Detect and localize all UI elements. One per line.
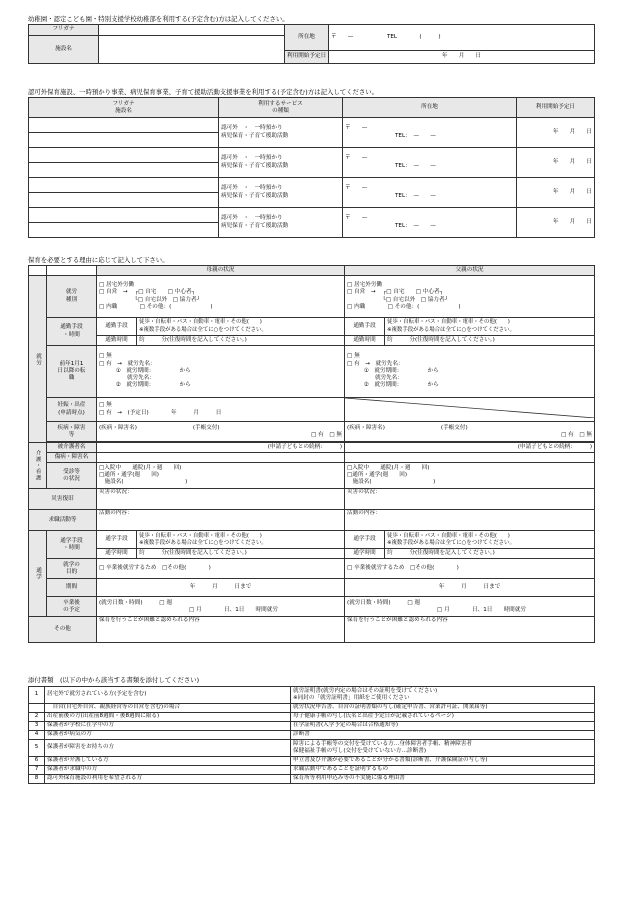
service-type[interactable] [219, 208, 343, 238]
start-date-label: 利用開始予定日 [285, 51, 329, 64]
attachment-condition: 保護者が障害をお持ちの方 [45, 740, 291, 757]
postal-text: 〒 — [345, 155, 368, 162]
father-work-type[interactable] [345, 276, 595, 318]
work-home: □ 内職 □ その他：( ) [347, 303, 461, 310]
attachment-document: 障害による手帳等の交付を受けている方…身体障害者手帳、精神障害者 保健福祉手帳の写し(交付を受けていない方…診断書) [291, 740, 595, 757]
section3-caption: 保育を必要とする理由に応じて記入して下さい。 [28, 256, 169, 264]
mother-commute-means[interactable] [137, 318, 345, 336]
disaster-label: 災害復旧 [29, 489, 97, 510]
facility-label: 施設名 [29, 36, 99, 64]
employment-section-label: 就労 [29, 276, 47, 443]
ill-name: (疾病・障害名) (手帳交付) [99, 424, 220, 431]
unlicensed-facility-table [28, 97, 595, 238]
prev-period-1: ① 就労期間： から [347, 367, 439, 374]
father-disaster[interactable]: 災害の状況： [345, 489, 595, 510]
mother-school-time-label: 通学時間 [97, 549, 137, 559]
mother-care-status[interactable] [97, 463, 345, 489]
address-input[interactable] [329, 25, 595, 51]
after-month: □ 月 日、1日 時間就労 [189, 606, 278, 613]
attachment-row [29, 704, 595, 713]
attachments-table [28, 686, 595, 784]
means-note: ※複数手段がある場合は全てに○をつけてください。 [387, 539, 515, 546]
prev-period-2: ② 就労期間： から [347, 382, 439, 389]
service-line-2: 病児保育・子育て援助活動 [221, 222, 289, 229]
care-facility: □通所・通学(週 回) [347, 472, 408, 479]
means-text: 徒歩・自転車・バス・自動車・電車・その他( ) [139, 532, 262, 539]
father-pregnancy-na [345, 398, 595, 422]
after-graduation-label: 卒業後 の予定 [47, 597, 97, 617]
pregnancy-label: 妊娠・出産 (申請時点) [47, 398, 97, 422]
mother-school-means-label: 通学手段 [97, 531, 137, 549]
preg-yes: □ 有 → (予定日) 年 月 日 [99, 409, 222, 416]
facility-name-input[interactable] [29, 163, 219, 178]
facility-address-input[interactable] [343, 178, 517, 208]
facility-row [29, 148, 595, 163]
attachment-number: 5 [29, 740, 45, 757]
kindergarten-table [28, 24, 595, 64]
service-line-1: 認可外 ・ 一時預かり [221, 215, 283, 222]
corner-cell [29, 266, 47, 276]
means-text: 徒歩・自転車・バス・自動車・電車・その他( ) [387, 319, 510, 326]
illness-label: 疾病・障害 等 [47, 422, 97, 442]
mother-care-person[interactable]: (申請子どもとの続柄： ) [97, 443, 345, 453]
work-type-label: 就労 種別 [47, 276, 97, 318]
postal-text: 〒 — [345, 125, 368, 132]
father-illness[interactable] [345, 422, 595, 442]
postal-text: 〒 — [345, 185, 368, 192]
tel-text: TEL ( ) [386, 33, 441, 40]
attachment-condition: 保護者が学校に在学中の方 [45, 722, 291, 731]
care-illness-label: 傷病・障害名 [47, 453, 97, 463]
furigana-input[interactable] [99, 25, 285, 36]
father-school-time[interactable]: 約 分(往復時間を記入してください。) [385, 549, 595, 559]
school-period-label: 期間 [47, 579, 97, 597]
attachment-document: 申立書及び介護が必要であることが分かる書類(診断書、介護保険証の写し等) [291, 757, 595, 766]
attachment-number: 1 [29, 687, 45, 704]
header-name: フリガナ 施設名 [29, 98, 219, 118]
school-purpose-label: 就学の 目的 [47, 559, 97, 579]
header-start-date: 利用開始予定日 [517, 98, 595, 118]
service-line-2: 病児保育・子育て援助活動 [221, 132, 289, 139]
care-hospital: □入院中 通院(月・週 回) [99, 464, 182, 471]
section1-caption: 幼稚園・認定こども園・特別支援学校幼稚部を利用する(予定含む)方は記入してください。 [28, 15, 289, 23]
facility-name-input[interactable] [29, 223, 219, 238]
school-commute-label: 通学手段 ・時間 [47, 531, 97, 559]
tel-text: TEL： — — [395, 222, 436, 229]
attachment-condition: 認可外保育施設の利用を希望される方 [45, 775, 291, 784]
facility-address-input[interactable] [343, 148, 517, 178]
means-note: ※複数手段がある場合は全てに○をつけてください。 [139, 539, 267, 546]
service-line-2: 病児保育・子育て援助活動 [221, 192, 289, 199]
attachment-number: 3 [29, 722, 45, 731]
attachment-number: 2 [29, 713, 45, 722]
care-status-label: 受診等 の状況 [47, 463, 97, 489]
mother-header: 母親の状況 [97, 266, 345, 276]
section4-caption: 添付書類 (以下の中から該当する書類を添付してください) [28, 676, 200, 684]
prev-employer-2: 就労先名： [347, 375, 403, 382]
facility-furigana-input[interactable] [29, 208, 219, 223]
attachment-number: 8 [29, 775, 45, 784]
means-note: ※複数手段がある場合は全てに○をつけてください。 [139, 326, 267, 333]
furigana-label: フリガナ [29, 25, 99, 36]
work-self-2: └□ 自宅以外 □ 協力者┘ [347, 296, 448, 303]
facility-name-input[interactable] [29, 193, 219, 208]
work-outside: □ 居宅外労働 [99, 282, 135, 289]
attachment-row [29, 713, 595, 722]
father-school-means-label: 通学手段 [345, 531, 385, 549]
father-job-search[interactable]: 活動の内容： [345, 510, 595, 531]
attachment-condition: 保護者が求職中の方 [45, 766, 291, 775]
father-school-time-label: 通学時間 [345, 549, 385, 559]
attachment-row [29, 731, 595, 740]
other-label: その他 [29, 617, 97, 643]
childcare-reason-table [28, 265, 595, 643]
mother-work-type[interactable] [97, 276, 345, 318]
prev-yes: □ 有 → 就労先名： [347, 360, 404, 367]
facility-start-date[interactable]: 年 月 日 [517, 148, 595, 178]
facility-address-input[interactable] [343, 208, 517, 238]
father-commute-time[interactable]: 約 分(往復時間を記入してください。) [385, 336, 595, 346]
attachment-row [29, 757, 595, 766]
prev-none: □ 無 [99, 353, 112, 360]
means-text: 徒歩・自転車・バス・自動車・電車・その他( ) [387, 532, 510, 539]
attachment-condition: 保護者が介護している方 [45, 757, 291, 766]
work-self-2: └□ 自宅以外 □ 協力者┘ [99, 296, 200, 303]
ill-card: □ 有 □ 無 [561, 431, 593, 438]
mother-disaster[interactable]: 災害の状況： [97, 489, 345, 510]
header-service: 利用するサービス の種類 [219, 98, 343, 118]
postal-text: 〒 — [331, 33, 354, 40]
work-self: □ 自営 → ┌□ 自宅 □ 中心者┐ [347, 289, 443, 296]
father-commute-time-label: 通勤時間 [345, 336, 385, 346]
prev-period-1: ① 就労期間： から [99, 367, 191, 374]
mother-other[interactable]: 保育を行うことが困難と認められる内容 [97, 617, 345, 643]
attachment-number: 7 [29, 766, 45, 775]
prev-yes: □ 有 → 就労先名： [99, 360, 156, 367]
mother-commute-time-label: 通勤時間 [97, 336, 137, 346]
father-school-period[interactable]: 年 月 日まで [345, 579, 595, 597]
father-care-person[interactable]: (申請子どもとの続柄： ) [345, 443, 595, 453]
service-type[interactable] [219, 178, 343, 208]
tel-text: TEL： — — [395, 132, 436, 139]
mother-care-illness[interactable] [97, 453, 345, 463]
facility-row [29, 178, 595, 193]
attachment-document: 就労証明書(就労内定の場合はその証明を受けてください) ※同封の「就労証明書」用紙をご使用ください [291, 687, 595, 704]
work-home: □ 内職 □ その他：( ) [99, 303, 213, 310]
header-address: 所在地 [343, 98, 517, 118]
facility-row [29, 118, 595, 133]
start-date-input[interactable]: 年 月 日 [329, 51, 595, 64]
mother-illness[interactable] [97, 422, 345, 442]
attachment-row [29, 775, 595, 784]
means-text: 徒歩・自転車・バス・自動車・電車・その他( ) [139, 319, 262, 326]
after-week: (就労日数・時間) □ 週 [347, 599, 420, 606]
mother-school-purpose[interactable]: □ 卒業後就労するため □その他( ) [97, 559, 345, 579]
service-line-2: 病児保育・子育て援助活動 [221, 162, 289, 169]
facility-input[interactable] [99, 36, 285, 64]
prev-none: □ 無 [347, 353, 360, 360]
mother-pregnancy[interactable] [97, 398, 345, 422]
after-month: □ 月 日、1日 時間就労 [437, 606, 526, 613]
tel-text: TEL： — — [395, 192, 436, 199]
work-self: □ 自営 → ┌□ 自宅 □ 中心者┐ [99, 289, 195, 296]
father-school-purpose[interactable]: □ 卒業後就労するため □その他( ) [345, 559, 595, 579]
father-care-status[interactable] [345, 463, 595, 489]
mother-job-change[interactable] [97, 346, 345, 398]
attachment-document: 保育所等利用申込み等の不実施に係る理由書 [291, 775, 595, 784]
facility-name-input[interactable] [29, 133, 219, 148]
father-school-means[interactable] [385, 531, 595, 549]
corner-cell-2 [47, 266, 97, 276]
section2-caption: 認可外保育施設、一時預かり事業、病児保育事業、子育て援助活動支援事業を利用する(予定含む)方は記入してください。 [28, 88, 379, 96]
attachment-number: 4 [29, 731, 45, 740]
prev-period-2: ② 就労期間： から [99, 382, 191, 389]
father-other[interactable]: 保育を行うことが困難と認められる内容 [345, 617, 595, 643]
father-commute-means-label: 通勤手段 [345, 318, 385, 336]
father-commute-means[interactable] [385, 318, 595, 336]
ill-card: □ 有 □ 無 [311, 431, 343, 438]
commute-label: 通勤手段 ・時間 [47, 318, 97, 346]
after-week: (就労日数・時間) □ 週 [99, 599, 172, 606]
father-job-change[interactable] [345, 346, 595, 398]
attachment-number: 6 [29, 757, 45, 766]
attachment-condition: 出産前後の方(出産前8週間・後8週間に限る) [45, 713, 291, 722]
father-after-graduation[interactable] [345, 597, 595, 617]
service-type[interactable] [219, 118, 343, 148]
mother-commute-time[interactable]: 約 分(往復時間を記入してください。) [137, 336, 345, 346]
job-change-label: 前年1月1 日以降の転 職 [47, 346, 97, 398]
facility-furigana-input[interactable] [29, 148, 219, 163]
facility-furigana-input[interactable] [29, 178, 219, 193]
service-line-1: 認可外 ・ 一時預かり [221, 125, 283, 132]
school-section-label: 通学 [29, 531, 47, 617]
means-note: ※複数手段がある場合は全てに○をつけてください。 [387, 326, 515, 333]
attachment-row [29, 766, 595, 775]
mother-school-time[interactable]: 約 分(往復時間を記入してください。) [137, 549, 345, 559]
facility-row [29, 208, 595, 223]
tel-text: TEL： — — [395, 162, 436, 169]
service-line-1: 認可外 ・ 一時預かり [221, 155, 283, 162]
father-header: 父親の状況 [345, 266, 595, 276]
care-section-label: 介護・看護 [29, 443, 47, 489]
care-facility-name: 施設名( ) [99, 479, 188, 486]
preg-none: □ 無 [99, 402, 112, 409]
mother-school-period[interactable]: 年 月 日まで [97, 579, 345, 597]
attachment-row [29, 687, 595, 704]
prev-employer-2: 就労先名： [99, 375, 155, 382]
postal-text: 〒 — [345, 215, 368, 222]
attachment-document: 診断書 [291, 731, 595, 740]
care-facility: □通所・通学(週 回) [99, 472, 159, 479]
care-person-label: 被介護者名 [47, 443, 97, 453]
attachment-document: 在学証明書(入学予定の場合は合格通知等) [291, 722, 595, 731]
mother-commute-means-label: 通勤手段 [97, 318, 137, 336]
work-outside: □ 居宅外労働 [347, 282, 383, 289]
father-care-illness[interactable] [345, 453, 595, 463]
facility-start-date[interactable]: 年 月 日 [517, 178, 595, 208]
attachment-number [29, 704, 45, 713]
mother-after-graduation[interactable] [97, 597, 345, 617]
job-search-label: 求職活動等 [29, 510, 97, 531]
facility-furigana-input[interactable] [29, 118, 219, 133]
facility-start-date[interactable]: 年 月 日 [517, 118, 595, 148]
attachment-row [29, 722, 595, 731]
care-hospital: □入院中 通院(月・週 回) [347, 464, 430, 471]
facility-start-date[interactable]: 年 月 日 [517, 208, 595, 238]
mother-job-search[interactable]: 活動の内容： [97, 510, 345, 531]
attachment-document: 母子健康手帳の写し(氏名と出産予定日が記載されているページ) [291, 713, 595, 722]
attachment-row [29, 740, 595, 757]
attachment-document: 求職活動中であることを証明するもの [291, 766, 595, 775]
attachment-document: 就労状況申告書、自営の証明書類の写し(確定申告書、営業許可証、開業届等) [291, 704, 595, 713]
service-type[interactable] [219, 148, 343, 178]
care-facility-name: 施設名( ) [347, 479, 436, 486]
ill-name: (疾病・障害名) (手帳交付) [347, 424, 468, 431]
not-applicable-slash [345, 398, 595, 418]
facility-address-input[interactable] [343, 118, 517, 148]
attachment-condition: 自営(自宅外自営、親族経営等の自営を含む)の場合 [45, 704, 291, 713]
service-line-1: 認可外 ・ 一時預かり [221, 185, 283, 192]
attachment-condition: 居宅外で就労されている方(予定を含む) [45, 687, 291, 704]
attachment-condition: 保護者が病気の方 [45, 731, 291, 740]
address-label: 所在地 [285, 25, 329, 51]
mother-school-means[interactable] [137, 531, 345, 549]
